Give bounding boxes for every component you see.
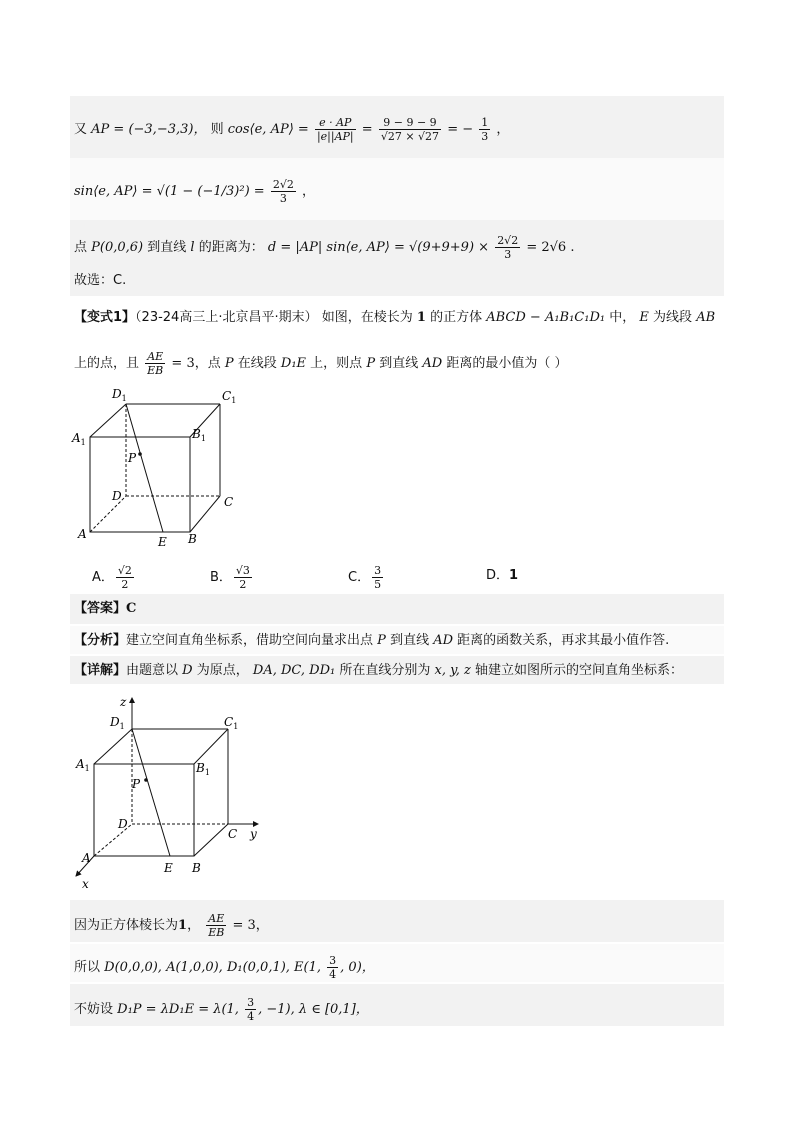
question-line-2: 上的点，且 $\frac{AE}{EB}$ = 3，点 P 在线段 D₁E 上，则点 P 到直线 AD 距离的最小值为（ ） [74,350,568,377]
body-line-2: 所以 D(0,0,0), A(1,0,0), D₁(0,0,1), E(1, $\frac{3}{4}$ , 0)， [74,954,375,981]
frac-sin: $\frac{2√2}{3}$ [272,178,294,205]
body-line-3: 不妨设 D₁P = λD₁E = λ(1, $\frac{3}{4}$ , −1), λ ∈ [0,1]， [74,996,369,1023]
label-b1: $B_1$ [192,427,206,443]
segment-d1e [126,404,163,532]
cube2-front-face [94,764,194,856]
svg-text:D: D [118,817,128,831]
option-b[interactable]: B． $\frac{√3}{2}$ [210,564,250,591]
cube-figure [70,380,250,550]
solution-line-cos: 又 AP = (−3,−3,3)， 则 cos⟨e, AP⟩ = $\frac{e \cdot AP}{|e||AP|}$ = $\frac{9 - 9 - 9}{√27 \times √27}$ = − $\frac{1}{3}$ ， [74,116,510,143]
segment2-d1e [132,729,170,856]
option-d[interactable]: D．1 [486,568,519,583]
label-d1: $D_1$ [112,387,127,403]
vector-ap-value: AP = (−3,−3,3)， [91,122,207,137]
label-c: C [224,495,234,509]
svg-text:A: A [82,851,91,865]
svg-text:A1: $A_1$ [76,757,90,773]
label-d: D [112,489,122,503]
svg-text:B1: $B_1$ [196,761,210,777]
solution-line-sin: sin⟨e, AP⟩ = √(1 − (−1/3)²) = $\frac{2√2}{3}$ ， [74,178,315,205]
frac-ae-eb: $\frac{AE}{EB}$ [147,350,164,377]
frac-result: $\frac{1}{3}$ [481,116,489,143]
option-c[interactable]: C． $\frac{3}{5}$ [348,564,382,591]
label-e: E [158,535,167,549]
variant-tag: 【变式1】 [74,310,136,325]
question-line-1: 【变式1】（23-24高三上·北京昌平·期末） 如图，在棱长为 1 的正方体 ABCD − A₁B₁C₁D₁ 中， E 为线段 AB [74,310,716,325]
band-answer [70,594,724,624]
svg-text:C: C [228,827,238,841]
cube-edge-a1d1 [90,404,126,437]
label-a: A [78,527,87,541]
coordinate-cube-figure [72,692,262,890]
solution-choice: 故选：C. [74,273,127,288]
detail-line: 【详解】由题意以 D 为原点， DA, DC, DD₁ 所在直线分别为 x, y, z 轴建立如图所示的空间直角坐标系： [74,663,683,678]
label-a1: $A_1$ [72,431,86,447]
band-row-4 [70,266,724,296]
svg-text:P: P [132,777,141,791]
frac-cos: $\frac{9 - 9 - 9}{√27 \times √27}$ [380,116,440,143]
answer-value: C [126,601,137,616]
point2-p [144,778,148,782]
point-p [138,452,142,456]
label-z: z [120,695,127,709]
svg-text:E: E [164,861,173,875]
option-a[interactable]: A． $\frac{√2}{2}$ [92,564,132,591]
solution-line-distance: 点 P(0,0,6) 到直线 l 的距离为： d = |AP| sin⟨e, AP⟩ = √(9+9+9) × $\frac{2√2}{3}$ = 2√6 . [74,234,575,261]
label-c1: $C_1$ [222,389,237,405]
label-y: y [250,827,257,841]
frac-dot: $\frac{e \cdot AP}{|e||AP|}$ [316,116,354,143]
body-line-1: 因为正方体棱长为1， $\frac{AE}{EB}$ = 3， [74,912,269,939]
svg-text:D1: $D_1$ [110,715,125,731]
analysis-line: 【分析】建立空间直角坐标系，借助空间向量求出点 P 到直线 AD 距离的函数关系，再求其最小值作答. [74,633,670,648]
label-x: x [82,877,89,890]
svg-text:C1: $C_1$ [224,715,239,731]
answer-line: 【答案】C [74,601,137,616]
source-tag: （23-24高三上·北京昌平·期末） [135,310,318,325]
label-p: P [128,451,137,465]
cube-edge-bc [190,496,220,532]
frac-distance: $\frac{2√2}{3}$ [497,234,519,261]
label-b: B [188,532,197,546]
svg-text:B: B [192,861,201,875]
